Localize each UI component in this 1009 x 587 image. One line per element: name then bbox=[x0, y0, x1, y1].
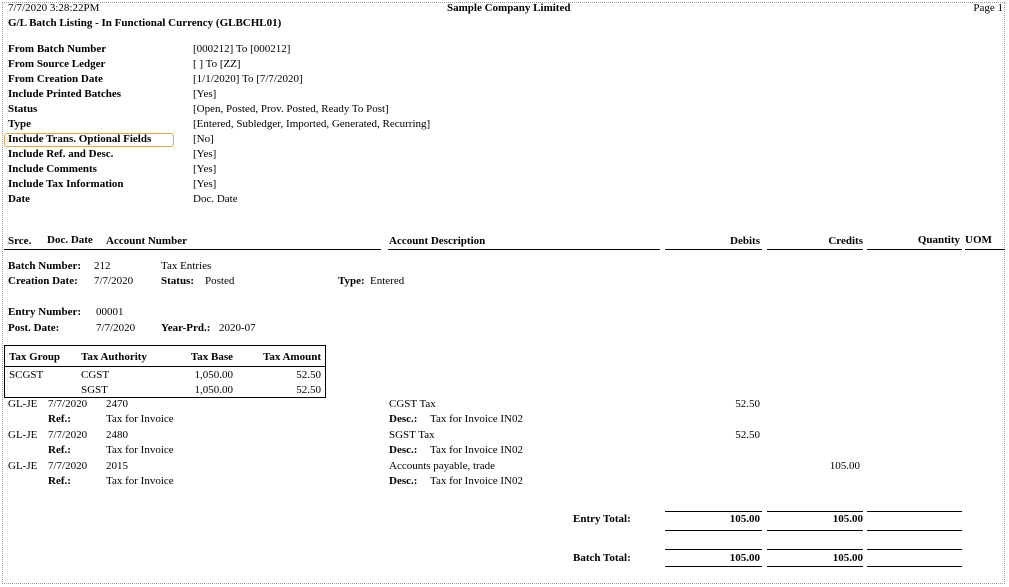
tax-header-rule bbox=[5, 366, 325, 367]
tax-authority-cell: CGST bbox=[81, 369, 110, 381]
param-value: [Yes] bbox=[193, 163, 217, 175]
line-account: 2480 bbox=[106, 429, 128, 441]
line-account: 2470 bbox=[106, 398, 128, 410]
param-value: [1/1/2020] To [7/7/2020] bbox=[193, 73, 303, 85]
line-date: 7/7/2020 bbox=[48, 460, 88, 472]
param-label: From Source Ledger bbox=[8, 58, 106, 70]
param-value: [Entered, Subledger, Imported, Generated, Recurring] bbox=[193, 118, 431, 130]
report-title: G/L Batch Listing - In Functional Currency (GLBCHL01) bbox=[8, 17, 282, 29]
line-date: 7/7/2020 bbox=[48, 398, 88, 410]
page-number: Page 1 bbox=[973, 2, 1003, 14]
batch-total-debit: 105.00 bbox=[729, 552, 760, 564]
tax-col-group: Tax Group bbox=[9, 351, 61, 363]
line-credit: 105.00 bbox=[829, 460, 860, 472]
line-srce: GL-JE bbox=[8, 460, 38, 472]
type-label: Type: bbox=[338, 275, 365, 287]
line-ref: Tax for Invoice bbox=[106, 475, 174, 487]
tax-amount-cell: 52.50 bbox=[296, 384, 321, 396]
year-period: 2020-07 bbox=[219, 322, 256, 334]
param-value: [No] bbox=[193, 133, 214, 145]
batch-number-label: Batch Number: bbox=[8, 260, 82, 272]
col-srce: Srce. bbox=[8, 235, 32, 247]
header-rule bbox=[767, 249, 863, 250]
batch-number: 212 bbox=[94, 260, 111, 272]
param-label: Date bbox=[8, 193, 30, 205]
param-value: [ ] To [ZZ] bbox=[193, 58, 241, 70]
col-debits: Debits bbox=[730, 235, 760, 247]
line-description: SGST Tax bbox=[389, 429, 435, 441]
entry-total-debit: 105.00 bbox=[729, 513, 760, 525]
post-date-label: Post. Date: bbox=[8, 322, 60, 334]
param-value: [Yes] bbox=[193, 178, 217, 190]
tax-col-amount: Tax Amount bbox=[263, 351, 321, 363]
tax-authority-cell: SGST bbox=[81, 384, 108, 396]
tax-amount-cell: 52.50 bbox=[296, 369, 321, 381]
header-rule bbox=[388, 249, 660, 250]
batch-total-credit: 105.00 bbox=[832, 552, 863, 564]
col-quantity: Quantity bbox=[917, 234, 960, 246]
total-rule bbox=[767, 549, 863, 550]
entry-number-label: Entry Number: bbox=[8, 306, 82, 318]
report-page bbox=[2, 2, 1005, 584]
col-doc-date: Doc. Date bbox=[47, 234, 93, 246]
line-debit: 52.50 bbox=[735, 429, 760, 441]
entry-total-label: Entry Total: bbox=[573, 513, 631, 525]
total-rule bbox=[867, 566, 962, 567]
line-description: Accounts payable, trade bbox=[389, 460, 495, 472]
total-rule bbox=[665, 511, 762, 512]
status-label: Status: bbox=[161, 275, 195, 287]
line-desc: Tax for Invoice IN02 bbox=[430, 475, 524, 487]
param-value: Doc. Date bbox=[193, 193, 238, 205]
param-value: [Yes] bbox=[193, 148, 217, 160]
total-rule bbox=[665, 549, 762, 550]
line-desc-label: Desc.: bbox=[389, 413, 418, 425]
param-label: Type bbox=[8, 118, 32, 130]
line-ref-label: Ref.: bbox=[48, 444, 71, 456]
col-credits: Credits bbox=[828, 235, 863, 247]
tax-col-authority: Tax Authority bbox=[81, 351, 147, 363]
tax-col-base: Tax Base bbox=[190, 351, 233, 363]
param-label: Status bbox=[8, 103, 38, 115]
line-desc-label: Desc.: bbox=[389, 444, 418, 456]
param-value: [Open, Posted, Prov. Posted, Ready To Post] bbox=[193, 103, 389, 115]
total-rule bbox=[867, 511, 962, 512]
post-date: 7/7/2020 bbox=[96, 322, 136, 334]
line-ref-label: Ref.: bbox=[48, 413, 71, 425]
param-label: Include Trans. Optional Fields bbox=[8, 133, 152, 145]
param-label: From Batch Number bbox=[8, 43, 107, 55]
param-label: Include Comments bbox=[8, 163, 97, 175]
header-rule bbox=[965, 249, 1005, 250]
line-account: 2015 bbox=[106, 460, 128, 472]
param-value: [000212] To [000212] bbox=[193, 43, 291, 55]
line-srce: GL-JE bbox=[8, 429, 38, 441]
tax-group-cell: SCGST bbox=[9, 369, 44, 381]
company-name: Sample Company Limited bbox=[447, 2, 571, 14]
total-rule bbox=[867, 549, 962, 550]
line-ref-label: Ref.: bbox=[48, 475, 71, 487]
param-label: Include Printed Batches bbox=[8, 88, 122, 100]
total-rule bbox=[767, 511, 863, 512]
selection-highlight bbox=[4, 133, 174, 147]
line-desc: Tax for Invoice IN02 bbox=[430, 444, 524, 456]
batch-status: Posted bbox=[205, 275, 235, 287]
total-rule bbox=[867, 530, 962, 531]
creation-date: 7/7/2020 bbox=[94, 275, 134, 287]
param-label: Include Ref. and Desc. bbox=[8, 148, 114, 160]
creation-date-label: Creation Date: bbox=[8, 275, 78, 287]
line-description: CGST Tax bbox=[389, 398, 436, 410]
header-rule bbox=[867, 249, 962, 250]
line-debit: 52.50 bbox=[735, 398, 760, 410]
line-desc: Tax for Invoice IN02 bbox=[430, 413, 524, 425]
col-account-number: Account Number bbox=[106, 235, 187, 247]
report-datetime: 7/7/2020 3:28:22PM bbox=[8, 2, 100, 14]
tax-base-cell: 1,050.00 bbox=[194, 369, 233, 381]
total-rule bbox=[665, 530, 762, 531]
line-ref: Tax for Invoice bbox=[106, 444, 174, 456]
line-srce: GL-JE bbox=[8, 398, 38, 410]
line-desc-label: Desc.: bbox=[389, 475, 418, 487]
total-rule bbox=[665, 566, 762, 567]
header-rule bbox=[4, 249, 381, 250]
total-rule bbox=[767, 530, 863, 531]
year-period-label: Year-Prd.: bbox=[161, 322, 211, 334]
entry-number: 00001 bbox=[96, 306, 124, 318]
line-date: 7/7/2020 bbox=[48, 429, 88, 441]
line-ref: Tax for Invoice bbox=[106, 413, 174, 425]
batch-type: Entered bbox=[370, 275, 405, 287]
col-account-description: Account Description bbox=[389, 235, 486, 247]
param-label: From Creation Date bbox=[8, 73, 103, 85]
total-rule bbox=[767, 566, 863, 567]
param-value: [Yes] bbox=[193, 88, 217, 100]
batch-total-label: Batch Total: bbox=[573, 552, 631, 564]
header-rule bbox=[665, 249, 762, 250]
tax-base-cell: 1,050.00 bbox=[194, 384, 233, 396]
col-uom: UOM bbox=[965, 234, 992, 246]
entry-total-credit: 105.00 bbox=[832, 513, 863, 525]
batch-description: Tax Entries bbox=[161, 260, 212, 272]
param-label: Include Tax Information bbox=[8, 178, 124, 190]
